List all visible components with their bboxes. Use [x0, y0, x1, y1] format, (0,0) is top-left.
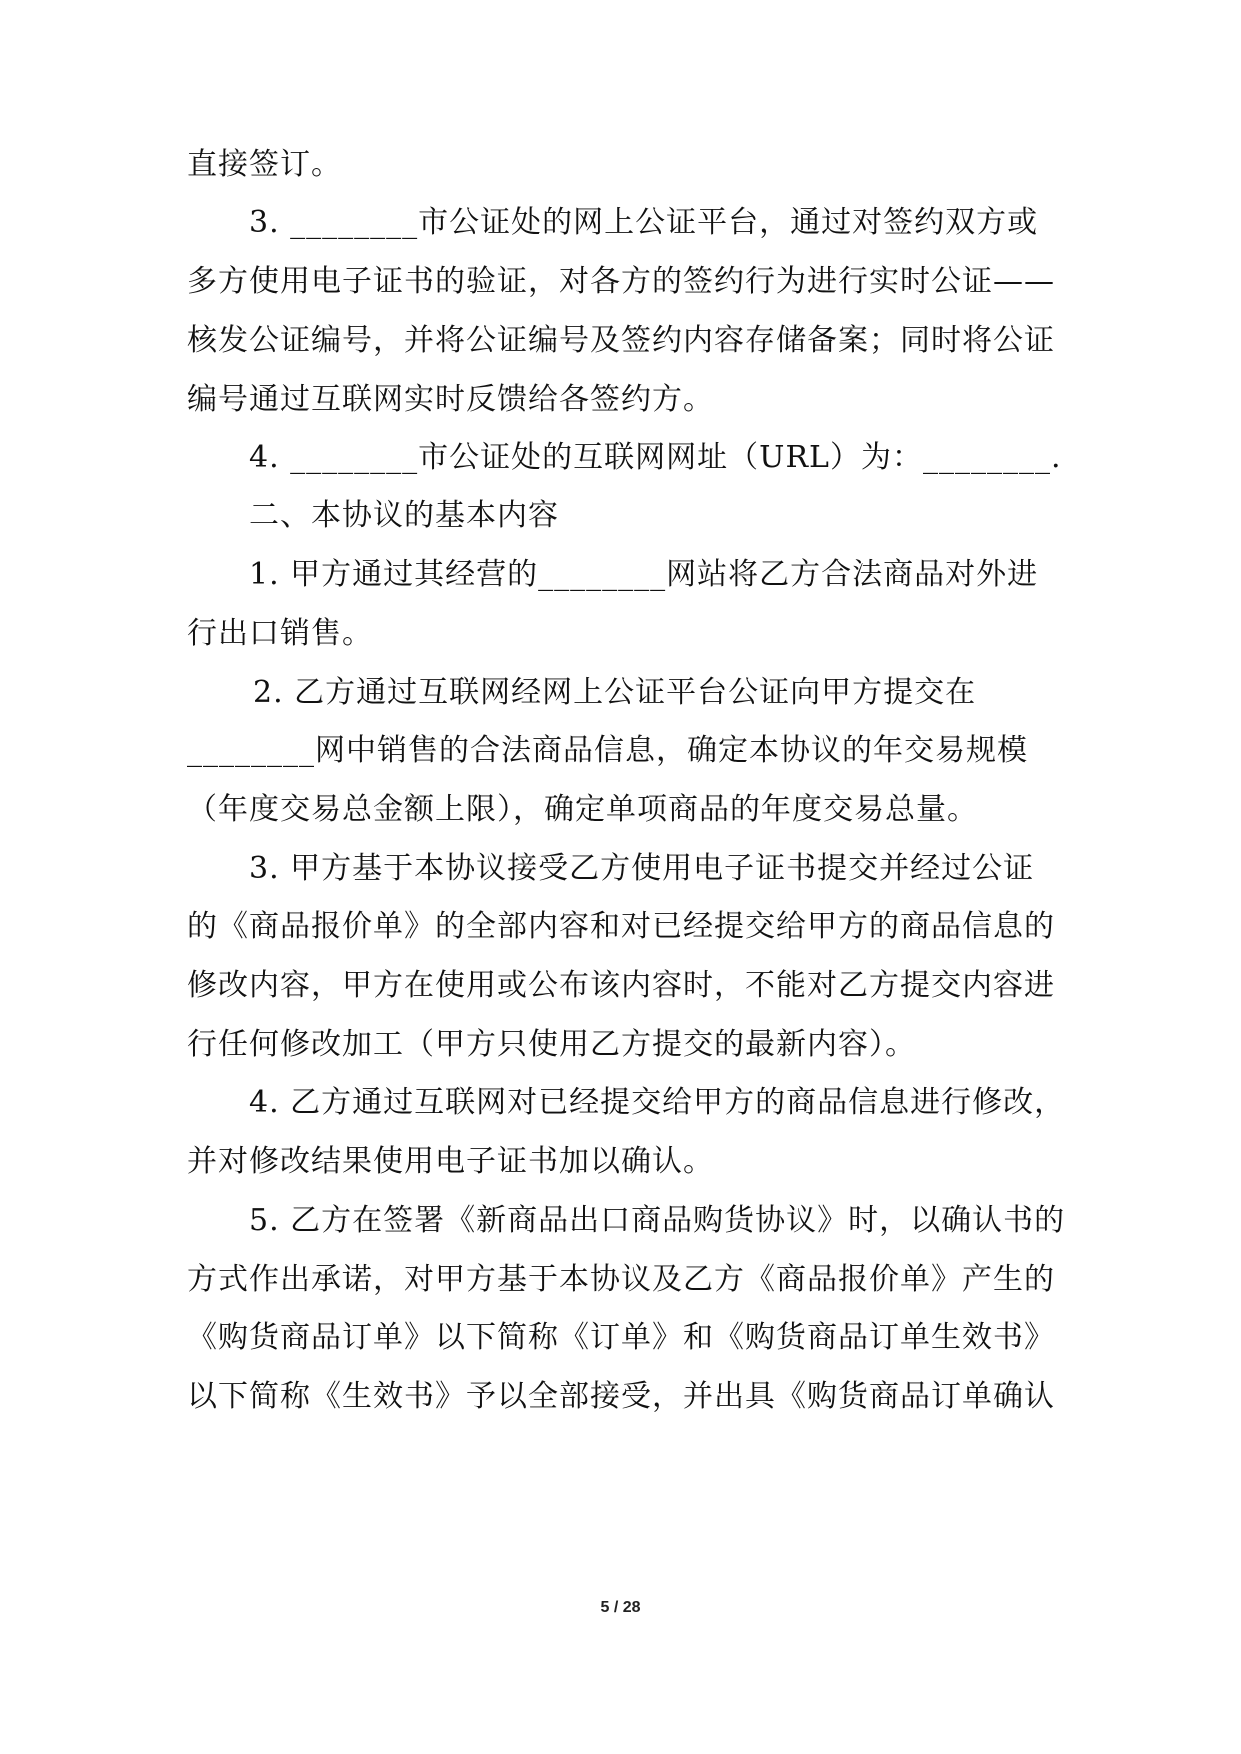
text-line: 3. 甲方基于本协议接受乙方使用电子证书提交并经过公证 — [249, 851, 1035, 886]
text-line: （年度交易总金额上限），确定单项商品的年度交易总量。 — [187, 792, 978, 827]
text-line: 以下简称《生效书》予以全部接受，并出具《购货商品订单确认 — [187, 1379, 1055, 1414]
text-line: 《购货商品订单》以下简称《订单》和《购货商品订单生效书》 — [187, 1320, 1055, 1355]
text-line: ________网中销售的合法商品信息，确定本协议的年交易规模 — [187, 733, 1028, 768]
text-line: 直接签订。 — [187, 147, 342, 182]
text-line: 的《商品报价单》的全部内容和对已经提交给甲方的商品信息的 — [187, 909, 1055, 944]
text-line: 方式作出承诺，对甲方基于本协议及乙方《商品报价单》产生的 — [187, 1262, 1055, 1297]
text-line: 4. 乙方通过互联网对已经提交给甲方的商品信息进行修改， — [249, 1085, 1066, 1120]
text-line: 1. 甲方通过其经营的________网站将乙方合法商品对外进 — [249, 557, 1039, 592]
text-line: 5. 乙方在签署《新商品出口商品购货协议》时，以确认书的 — [249, 1203, 1066, 1238]
text-line: 4. ________市公证处的互联网网址（URL）为：________. — [249, 440, 1062, 475]
text-line: 2. 乙方通过互联网经网上公证平台公证向甲方提交在 — [253, 675, 977, 710]
text-line: 核发公证编号，并将公证编号及签约内容存储备案；同时将公证 — [187, 323, 1055, 358]
text-line: 并对修改结果使用电子证书加以确认。 — [187, 1144, 714, 1179]
text-line: 3. ________市公证处的网上公证平台，通过对签约双方或 — [249, 205, 1039, 240]
text-line: 多方使用电子证书的验证，对各方的签约行为进行实时公证—— — [187, 264, 1055, 299]
text-line: 修改内容，甲方在使用或公布该内容时，不能对乙方提交内容进 — [187, 968, 1055, 1003]
section-heading: 二、本协议的基本内容 — [249, 498, 559, 533]
text-line: 行任何修改加工（甲方只使用乙方提交的最新内容）。 — [187, 1027, 916, 1062]
text-line: 行出口销售。 — [187, 616, 373, 651]
text-line: 编号通过互联网实时反馈给各签约方。 — [187, 382, 714, 417]
page-number: 5 / 28 — [600, 1599, 641, 1616]
